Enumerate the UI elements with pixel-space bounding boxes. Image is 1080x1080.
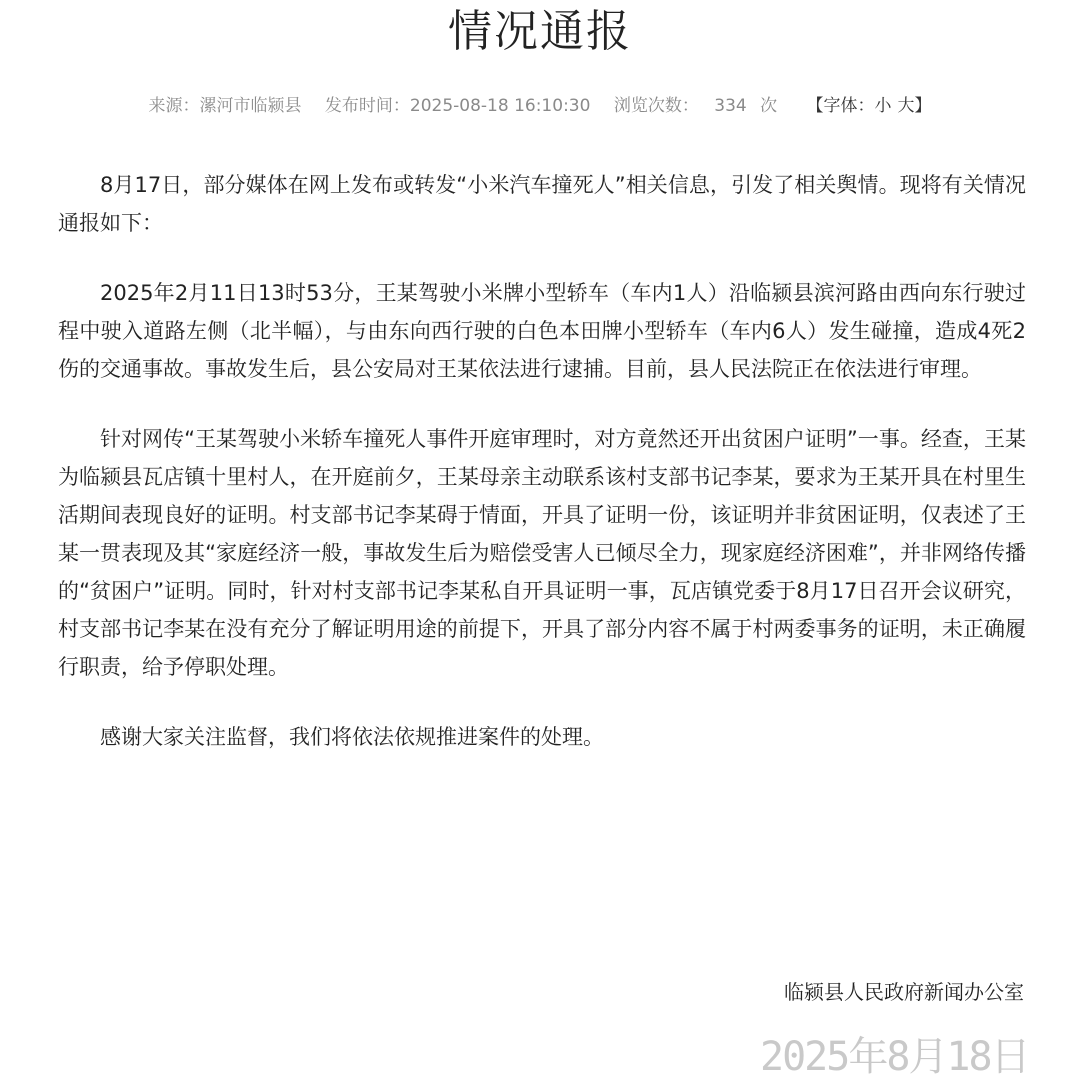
view-count-label: 浏览次数： bbox=[613, 96, 699, 116]
source-label: 来源： bbox=[148, 96, 200, 116]
article-body bbox=[58, 166, 1026, 788]
font-large-link[interactable]: 大 bbox=[897, 96, 915, 116]
font-small-link[interactable]: 小 bbox=[874, 96, 892, 116]
font-size-close: 】 bbox=[914, 96, 932, 116]
paragraph-investigation: 针对网传“王某驾驶小米轿车撞死人事件开庭审理时，对方竟然还开出贫困户证明”一事。经查，王某为临颍县瓦店镇十里村人，在开庭前夕，王某母亲主动联系该村支部书记李某，要求为王某开具在村里生活期间表现良好的证明。村支部书记李某碍于情面，开具了证明一份，该证明并非贫困证明，仅表述了王某一贯表现及其“家庭经济一般，事故发生后为赔偿受害人已倾尽全力，现家庭经济困难”，并非网络传播的“贫困户”证明。同时，针对村支部书记李某私自开具证明一事，瓦店镇党委于8月17日召开会议研究，村支部书记李某在没有充分了解证明用途的前提下，开具了部分内容不属于村两委事务的证明，未正确履行职责，给予停职处理。 bbox=[58, 427, 1026, 679]
view-count-unit: 次 bbox=[760, 96, 778, 116]
paragraph-closing: 感谢大家关注监督，我们将依法依规推进案件的处理。 bbox=[100, 725, 604, 749]
paragraph-accident: 2025年2月11日13时53分，王某驾驶小米牌小型轿车（车内1人）沿临颍县滨河路由西向东行驶过程中驶入道路左侧（北半幅），与由东向西行驶的白色本田牌小型轿车（车内6人）发生碰撞，造成4死2伤的交通事故。事故发生后，县公安局对王某依法进行逮捕。目前，县人民法院正在依法进行审理。 bbox=[58, 281, 1026, 381]
font-size-label: 【字体： bbox=[806, 96, 875, 116]
paragraph-intro: 8月17日，部分媒体在网上发布或转发“小米汽车撞死人”相关信息，引发了相关舆情。现将有关情况通报如下： bbox=[58, 173, 1026, 235]
date-watermark: 2025年8月18日 bbox=[760, 1034, 1029, 1080]
page-title: 情况通报 bbox=[448, 6, 632, 57]
publish-time-value: 2025-08-18 16:10:30 bbox=[409, 96, 591, 116]
publish-time-label: 发布时间： bbox=[324, 96, 410, 116]
view-count-value: 334 bbox=[714, 96, 747, 116]
signature: 临颍县人民政府新闻办公室 bbox=[784, 980, 1024, 1004]
meta-bar bbox=[0, 93, 1080, 119]
source-value: 漯河市临颍县 bbox=[199, 96, 302, 116]
